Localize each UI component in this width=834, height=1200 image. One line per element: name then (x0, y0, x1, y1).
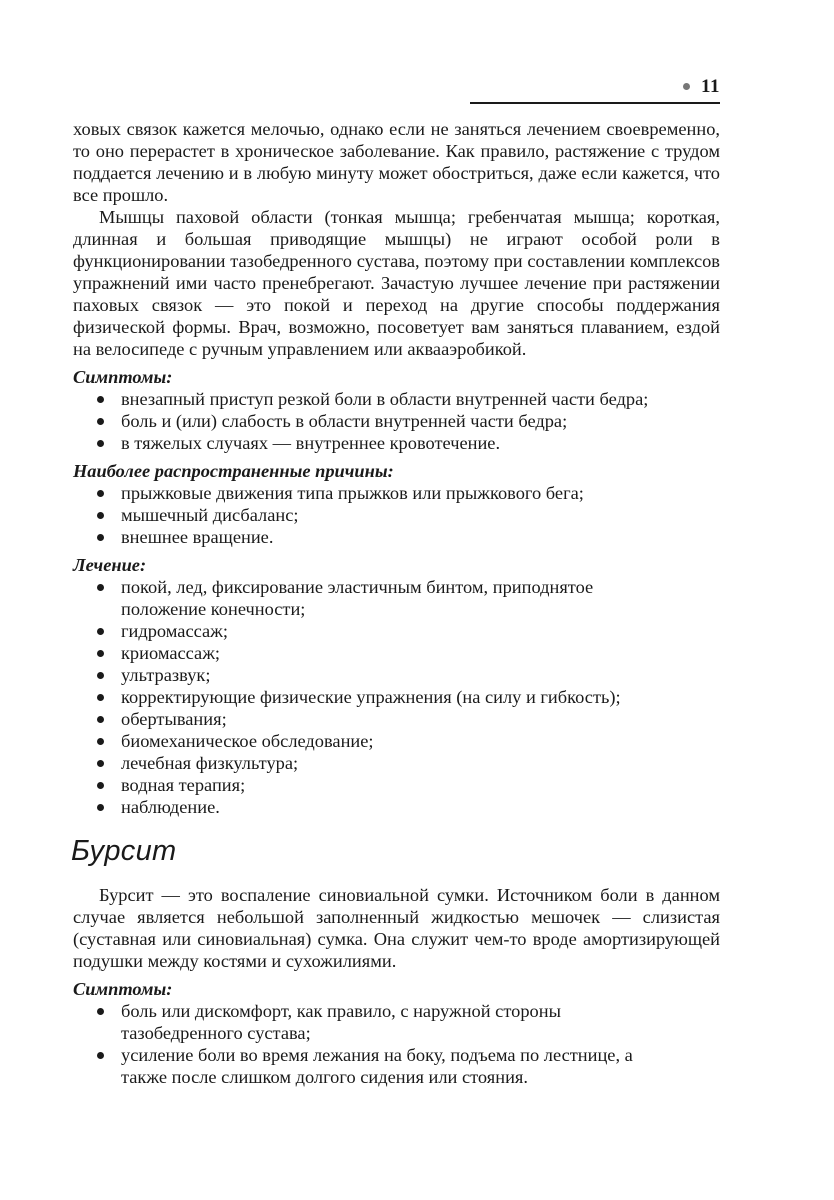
list-item: корректирующие физические упражнения (на силу и гибкость); (73, 686, 720, 708)
bullet-icon (97, 534, 104, 541)
bullet-icon (97, 716, 104, 723)
list-item: водная терапия; (73, 774, 720, 796)
list-item: биомеханическое обследование; (73, 730, 720, 752)
list-item: покой, лед, фиксирование эластичным бинтом, приподнятое положение конечности; (73, 576, 720, 620)
bullet-icon (97, 804, 104, 811)
list-item: в тяжелых случаях — внутреннее кровотечение. (73, 432, 720, 454)
bullet-icon (97, 650, 104, 657)
list-item: мышечный дисбаланс; (73, 504, 720, 526)
bullet-icon (97, 760, 104, 767)
treatment-heading: Лечение: (73, 555, 147, 575)
symptoms-heading: Симптомы: (73, 979, 173, 999)
list-item: лечебная физкультура; (73, 752, 720, 774)
list-item: ультразвук; (73, 664, 720, 686)
header-dot-icon (683, 83, 690, 90)
symptoms-list (73, 1000, 720, 1088)
paragraph: Бурсит — это воспаление синовиальной сумки. Источником боли в данном случае является небольшой заполненный жидкостью мешочек — слизистая (суставная или синовиальная) сумка. Она служит чем-то вроде амортизирующей подушки между костями и сухожилиями. (73, 885, 720, 971)
list-item: внешнее вращение. (73, 526, 720, 548)
bullet-icon (97, 694, 104, 701)
symptoms-heading: Симптомы: (73, 367, 173, 387)
list-item: гидромассаж; (73, 620, 720, 642)
section-title-bursitis: Бурсит (71, 835, 177, 867)
treatment-list (73, 576, 720, 818)
bullet-icon (97, 418, 104, 425)
page-content (73, 118, 720, 1088)
bullet-icon (97, 782, 104, 789)
bullet-icon (97, 1008, 104, 1015)
page-number: 11 (701, 76, 720, 97)
symptoms-list (73, 388, 720, 454)
bullet-icon (97, 440, 104, 447)
header-rule (470, 102, 720, 104)
list-item: усиление боли во время лежания на боку, подъема по лестнице, а также после слишком долгого сидения или стояния. (73, 1044, 720, 1088)
list-item: прыжковые движения типа прыжков или прыжкового бега; (73, 482, 720, 504)
page-header (470, 70, 720, 104)
causes-list (73, 482, 720, 548)
bullet-icon (97, 512, 104, 519)
list-item: внезапный приступ резкой боли в области внутренней части бедра; (73, 388, 720, 410)
bullet-icon (97, 396, 104, 403)
list-item: криомассаж; (73, 642, 720, 664)
paragraph: ховых связок кажется мелочью, однако если не заняться лечением своевременно, то оно перерастет в хроническое заболевание. Как правило, растяжение с трудом поддается лечению и в любую минуту может обостриться, даже если кажется, что все прошло. (73, 119, 720, 205)
causes-heading: Наиболее распространенные причины: (73, 461, 394, 481)
list-item: боль и (или) слабость в области внутренней части бедра; (73, 410, 720, 432)
list-item: обертывания; (73, 708, 720, 730)
list-item: наблюдение. (73, 796, 720, 818)
paragraph: Мышцы паховой области (тонкая мышца; гребенчатая мышца; короткая, длинная и большая приводящие мышцы) не играют особой роли в функционировании тазобедренного сустава, поэтому при составлении комплексов упражнений ими часто пренебрегают. Зачастую лучшее лечение при растяжении паховых связок — это покой и переход на другие способы поддержания физической формы. Врач, возможно, посоветует вам заняться плаванием, ездой на велосипеде с ручным управлением или аквааэробикой. (73, 207, 720, 359)
bullet-icon (97, 628, 104, 635)
list-item: боль или дискомфорт, как правило, с наружной стороны тазобедренного сустава; (73, 1000, 720, 1044)
bullet-icon (97, 1052, 104, 1059)
bullet-icon (97, 584, 104, 591)
bullet-icon (97, 738, 104, 745)
bullet-icon (97, 490, 104, 497)
bullet-icon (97, 672, 104, 679)
